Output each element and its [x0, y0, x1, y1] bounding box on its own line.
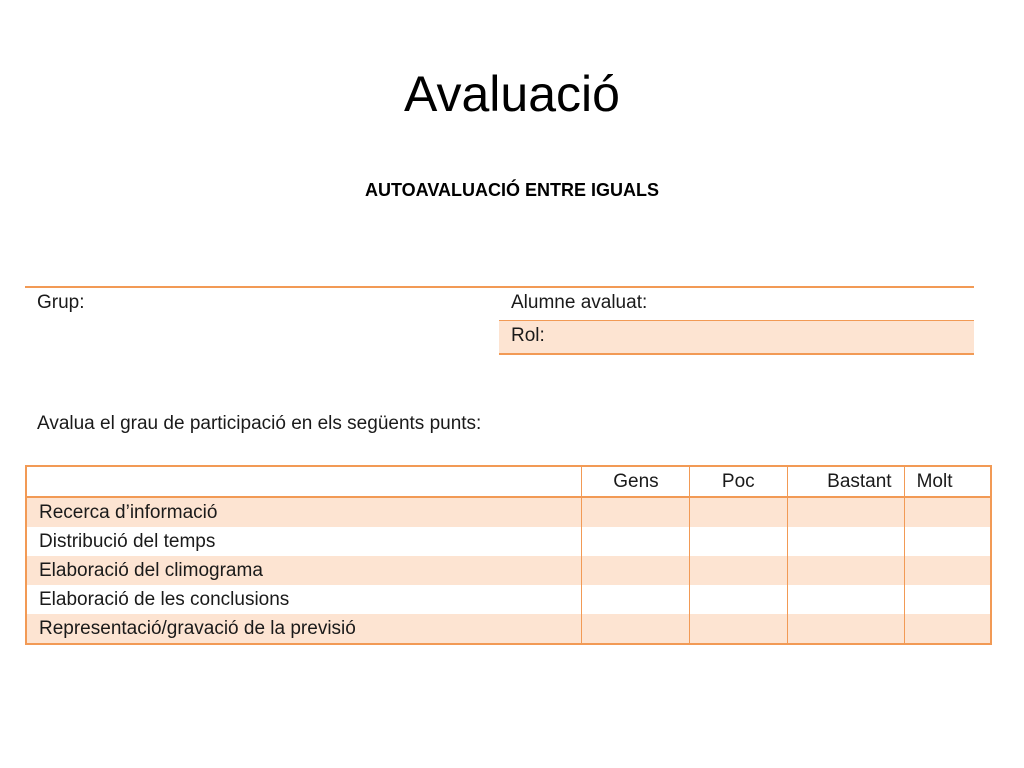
header-gens: Gens: [582, 466, 689, 497]
rating-cell-bastant[interactable]: [787, 585, 904, 614]
criterion-label: Recerca d’informació: [26, 497, 582, 527]
alumne-avaluat-cell[interactable]: Alumne avaluat:: [499, 287, 974, 321]
rating-cell-molt[interactable]: [904, 497, 991, 527]
rating-cell-poc[interactable]: [689, 497, 787, 527]
header-molt: Molt: [904, 466, 991, 497]
rol-cell[interactable]: Rol:: [499, 321, 974, 355]
rating-cell-gens[interactable]: [582, 527, 689, 556]
rating-cell-gens[interactable]: [582, 556, 689, 585]
rating-cell-gens[interactable]: [582, 497, 689, 527]
rating-cell-poc[interactable]: [689, 614, 787, 644]
slide-title: Avaluació: [404, 66, 620, 122]
grup-cell[interactable]: Grup:: [25, 287, 499, 354]
rating-cell-molt[interactable]: [904, 527, 991, 556]
rating-cell-bastant[interactable]: [787, 614, 904, 644]
header-poc: Poc: [689, 466, 787, 497]
rating-cell-bastant[interactable]: [787, 497, 904, 527]
table-row: [26, 556, 991, 585]
header-criteria: [26, 466, 582, 497]
rating-cell-molt[interactable]: [904, 585, 991, 614]
header-row: [26, 466, 991, 497]
rating-cell-molt[interactable]: [904, 556, 991, 585]
slide-subtitle: AUTOAVALUACIÓ ENTRE IGUALS: [364, 180, 659, 200]
rating-cell-molt[interactable]: [904, 614, 991, 644]
rating-cell-poc[interactable]: [689, 585, 787, 614]
evaluation-table: [25, 465, 992, 645]
table-row: [26, 497, 991, 527]
rating-cell-gens[interactable]: [582, 585, 689, 614]
table-row: [26, 527, 991, 556]
header-bastant: Bastant: [787, 466, 904, 497]
rating-cell-poc[interactable]: [689, 556, 787, 585]
rating-cell-poc[interactable]: [689, 527, 787, 556]
criterion-label: Elaboració de les conclusions: [39, 589, 290, 610]
criterion-label: Representació/gravació de la previsió: [26, 614, 582, 644]
rating-cell-bastant[interactable]: [787, 527, 904, 556]
rating-cell-bastant[interactable]: [787, 556, 904, 585]
criterion-label: Distribució del temps: [39, 531, 216, 552]
rating-cell-gens[interactable]: [582, 614, 689, 644]
criterion-label: Elaboració del climograma: [26, 556, 582, 585]
table-row: [26, 614, 991, 644]
table-row: [26, 585, 991, 614]
instruction-text: Avalua el grau de participació en els següents punts:: [37, 413, 482, 434]
info-table: [25, 286, 974, 355]
